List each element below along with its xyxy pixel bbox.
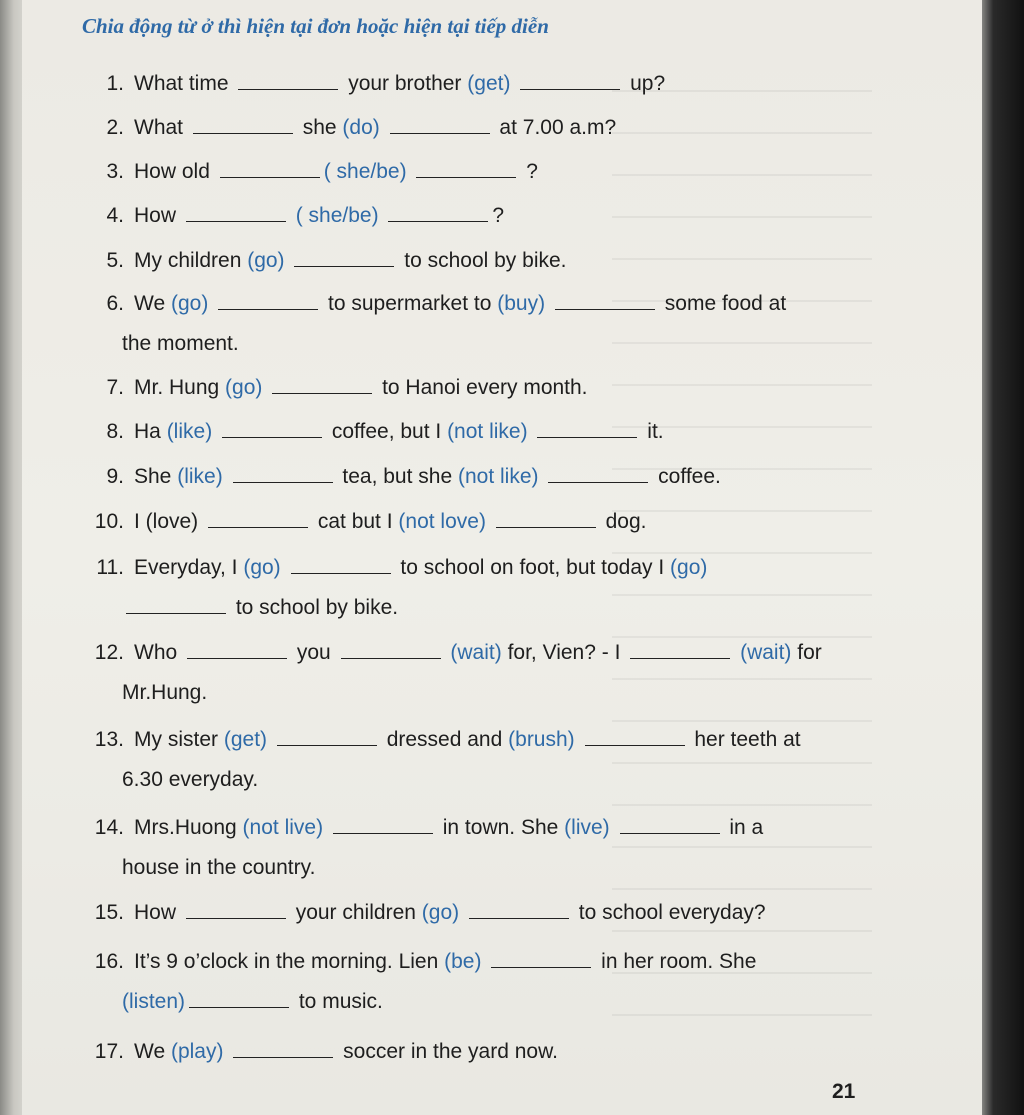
answer-blank[interactable] <box>585 727 685 746</box>
sentence-text: Everyday, I <box>134 556 244 579</box>
item-number: 12. <box>94 641 124 664</box>
sentence-text <box>267 728 273 751</box>
exercise-item <box>78 720 858 800</box>
sentence-text: Mrs.Huong <box>134 816 243 839</box>
sentence-text: How <box>134 901 182 924</box>
sentence-text <box>486 510 492 533</box>
sentence-text: in town. She <box>436 816 565 839</box>
exercise-item <box>78 893 858 933</box>
item-continuation <box>78 588 858 628</box>
item-number: 3. <box>106 160 124 183</box>
answer-blank[interactable] <box>520 71 620 90</box>
sentence-text: to school everyday? <box>572 901 766 924</box>
sentence-text: Ha <box>134 420 167 443</box>
answer-blank[interactable] <box>416 159 516 178</box>
sentence-text <box>459 901 465 924</box>
sentence-text: It’s 9 o’clock in the morning. Lien <box>134 950 445 973</box>
sentence-text: Who <box>134 641 184 664</box>
verb-hint: (not live) <box>242 816 324 839</box>
verb-hint: ( she/be) <box>289 204 379 227</box>
exercise-item <box>78 457 858 497</box>
exercise-item <box>78 152 858 192</box>
sentence-text: dressed and <box>380 728 509 751</box>
answer-blank[interactable] <box>126 595 226 614</box>
sentence-text: soccer in the yard now. <box>337 1040 558 1063</box>
answer-blank[interactable] <box>277 727 377 746</box>
sentence-text: ? <box>520 160 538 183</box>
verb-hint: (like) <box>166 420 213 443</box>
sentence-text: What time <box>134 72 235 95</box>
verb-hint: (wait) <box>450 641 502 664</box>
verb-hint: (go) <box>225 376 263 399</box>
exercise-item <box>78 368 858 408</box>
verb-hint: (buy) <box>497 292 546 315</box>
sentence-text: to supermarket to <box>322 292 498 315</box>
verb-hint: ( she/be) <box>323 160 407 183</box>
exercise-title: Chia động từ ở thì hiện tại đơn hoặc hiện tại tiếp diễn <box>82 14 549 38</box>
item-number: 11. <box>96 556 124 579</box>
exercise-item <box>78 64 858 104</box>
exercise-item <box>78 808 858 888</box>
exercise-item <box>78 108 858 148</box>
verb-hint: (get) <box>467 72 511 95</box>
verb-hint: (do) <box>342 116 380 139</box>
answer-blank[interactable] <box>218 291 318 310</box>
sentence-text <box>323 816 329 839</box>
answer-blank[interactable] <box>333 815 433 834</box>
sentence-text: to school by bike. <box>230 596 399 619</box>
sentence-text: it. <box>641 420 664 443</box>
sentence-text <box>545 292 551 315</box>
exercise-item <box>78 502 858 542</box>
verb-hint: (go) <box>421 901 460 924</box>
verb-hint: (not like) <box>457 465 539 488</box>
sentence-text <box>223 1040 229 1063</box>
sentence-text <box>281 556 287 579</box>
sentence-text: up? <box>624 72 666 95</box>
sentence-text: dog. <box>599 510 647 533</box>
answer-blank[interactable] <box>233 464 333 483</box>
answer-blank[interactable] <box>390 115 490 134</box>
item-continuation: the moment. <box>122 332 239 355</box>
sentence-text: She <box>134 465 178 488</box>
item-number: 7. <box>106 376 124 399</box>
item-number: 4. <box>106 204 124 227</box>
sentence-text: tea, but she <box>336 465 458 488</box>
sentence-text: coffee. <box>652 465 721 488</box>
answer-blank[interactable] <box>220 159 320 178</box>
item-number: 8. <box>106 420 124 443</box>
sentence-text: to Hanoi every month. <box>376 376 588 399</box>
exercise-item <box>78 412 858 452</box>
exercise-item <box>78 548 858 628</box>
answer-blank[interactable] <box>620 815 720 834</box>
answer-blank[interactable] <box>388 203 488 222</box>
sentence-text: Mr. Hung <box>134 376 226 399</box>
exercise-item <box>78 1032 858 1072</box>
item-number: 5. <box>106 249 124 272</box>
item-continuation: Mr.Hung. <box>122 681 208 704</box>
sentence-text: your brother <box>342 72 468 95</box>
sentence-text: to school by bike. <box>398 249 567 272</box>
item-number: 13. <box>94 728 124 751</box>
answer-blank[interactable] <box>272 375 372 394</box>
sentence-text <box>510 72 516 95</box>
exercise-item <box>78 942 858 1022</box>
sentence-text: her teeth at <box>688 728 801 751</box>
item-number: 17. <box>94 1040 124 1063</box>
answer-blank[interactable] <box>187 640 287 659</box>
sentence-text: How old <box>134 160 216 183</box>
exercise-item <box>78 196 858 236</box>
verb-hint: (go) <box>170 292 209 315</box>
sentence-text <box>285 249 291 272</box>
answer-blank[interactable] <box>491 949 591 968</box>
answer-blank[interactable] <box>294 248 394 267</box>
answer-blank[interactable] <box>189 989 289 1008</box>
verb-hint: (not love) <box>398 510 486 533</box>
item-number: 10. <box>94 510 124 533</box>
item-number: 1. <box>106 72 124 95</box>
sentence-text <box>208 292 214 315</box>
sentence-text <box>407 160 413 183</box>
sentence-text: I (love) <box>134 510 205 533</box>
answer-blank[interactable] <box>186 203 286 222</box>
verb-hint: (go) <box>243 556 281 579</box>
sentence-text: We <box>134 292 171 315</box>
exercise-item <box>78 241 858 281</box>
answer-blank[interactable] <box>186 900 286 919</box>
sentence-text: We <box>134 1040 171 1063</box>
answer-blank[interactable] <box>496 509 596 528</box>
sentence-text <box>380 116 386 139</box>
answer-blank[interactable] <box>291 555 391 574</box>
answer-blank[interactable] <box>222 419 322 438</box>
sentence-text: How <box>134 204 182 227</box>
item-continuation: house in the country. <box>122 856 316 879</box>
item-continuation: 6.30 everyday. <box>122 768 259 791</box>
answer-blank[interactable] <box>469 900 569 919</box>
item-number: 6. <box>106 292 124 315</box>
item-number: 2. <box>106 116 124 139</box>
verb-hint: (get) <box>223 728 268 751</box>
sentence-text: at 7.00 a.m? <box>493 116 617 139</box>
sentence-text: My children <box>134 249 248 272</box>
answer-blank[interactable] <box>233 1039 333 1058</box>
answer-blank[interactable] <box>341 640 441 659</box>
sentence-text <box>575 728 581 751</box>
sentence-text: in a <box>723 816 764 839</box>
verb-hint: (play) <box>170 1040 224 1063</box>
sentence-text <box>212 420 218 443</box>
page-number: 21 <box>832 1080 856 1103</box>
item-number: 14. <box>94 816 124 839</box>
answer-blank[interactable] <box>238 71 338 90</box>
sentence-text: some food at <box>658 292 787 315</box>
item-number: 9. <box>106 465 124 488</box>
sentence-text: your children <box>289 901 422 924</box>
sentence-text: you <box>291 641 337 664</box>
sentence-text: for, Vien? - I <box>501 641 627 664</box>
sentence-text <box>610 816 616 839</box>
verb-hint: (wait) <box>740 641 792 664</box>
verb-hint: (live) <box>564 816 610 839</box>
answer-blank[interactable] <box>555 291 655 310</box>
sentence-text: My sister <box>134 728 224 751</box>
sentence-text: ? <box>492 204 505 227</box>
answer-blank[interactable] <box>537 419 637 438</box>
sentence-text: to music. <box>293 990 383 1013</box>
sentence-text: she <box>296 116 343 139</box>
verb-hint: (be) <box>444 950 482 973</box>
sentence-text <box>379 204 385 227</box>
sentence-text <box>481 950 487 973</box>
verb-hint: (go) <box>247 249 285 272</box>
sentence-text: What <box>134 116 189 139</box>
item-continuation <box>78 982 858 1022</box>
answer-blank[interactable] <box>208 509 308 528</box>
sentence-text: in her room. She <box>595 950 757 973</box>
sentence-text <box>262 376 268 399</box>
answer-blank[interactable] <box>548 464 648 483</box>
verb-hint: (listen) <box>122 990 186 1013</box>
answer-blank[interactable] <box>630 640 730 659</box>
sentence-text <box>223 465 229 488</box>
verb-hint: (like) <box>177 465 223 488</box>
sentence-text: cat but I <box>312 510 399 533</box>
verb-hint: (brush) <box>508 728 575 751</box>
item-number: 15. <box>94 901 124 924</box>
answer-blank[interactable] <box>193 115 293 134</box>
sentence-text: for <box>791 641 822 664</box>
verb-hint: (go) <box>670 556 708 579</box>
sentence-text: to school on foot, but today I <box>394 556 671 579</box>
workbook-page <box>22 0 982 1115</box>
exercise-item <box>78 284 858 364</box>
sentence-text <box>539 465 545 488</box>
exercise-item <box>78 633 858 713</box>
item-number: 16. <box>94 950 124 973</box>
sentence-text <box>528 420 534 443</box>
sentence-text: coffee, but I <box>326 420 448 443</box>
verb-hint: (not like) <box>447 420 528 443</box>
